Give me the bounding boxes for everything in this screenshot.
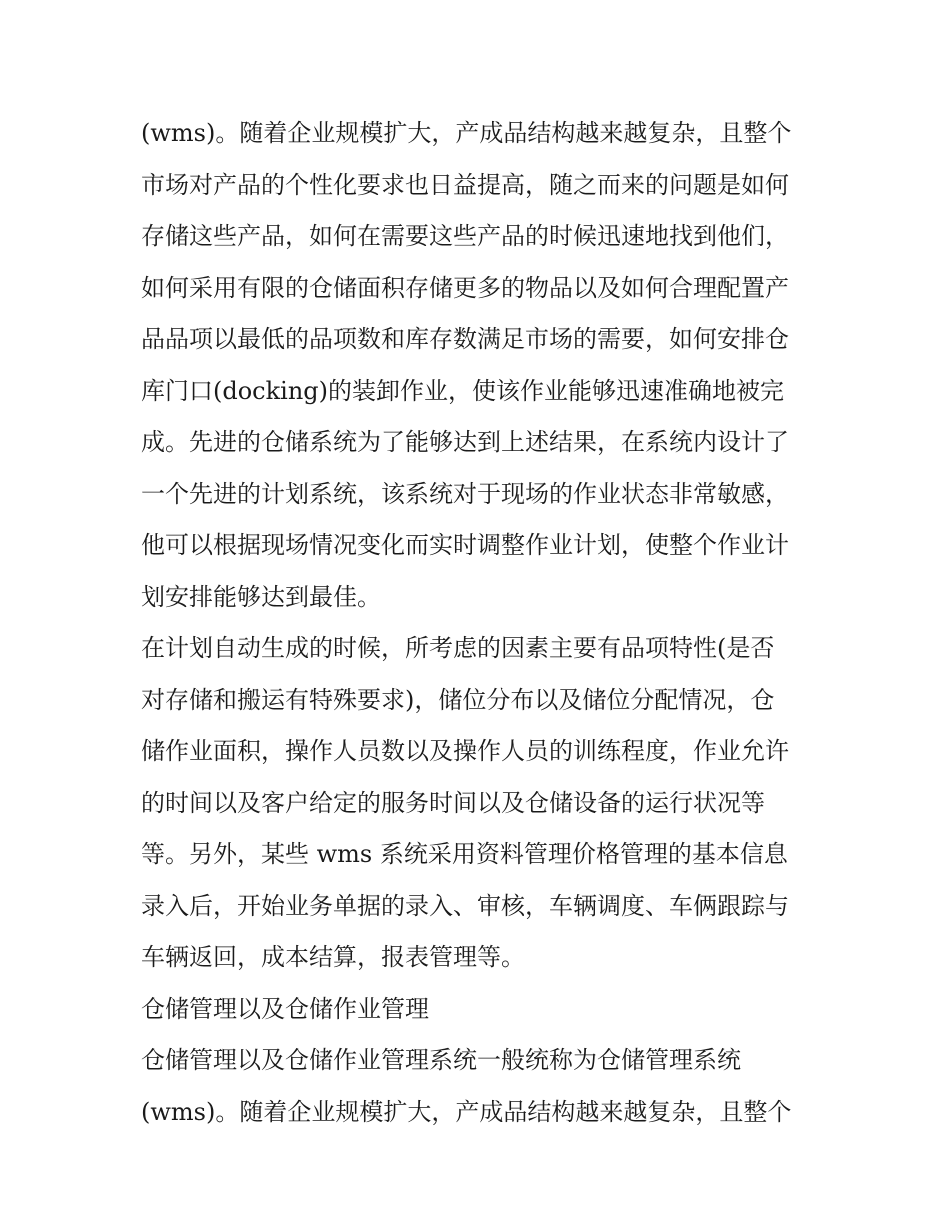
text-line-2: 市场对产品的个性化要求也日益提高，随之而来的问题是如何 [141, 170, 789, 199]
text-line-14: 的时间以及客户给定的服务时间以及仓储设备的运行状况等 [141, 788, 765, 817]
text-line-12: 对存储和搬运有特殊要求)，储位分布以及储位分配情况，仓 [141, 685, 775, 714]
text-line-4: 如何采用有限的仓储面积存储更多的物品以及如何合理配置产 [141, 273, 789, 302]
text-line-7: 成。先进的仓储系统为了能够达到上述结果，在系统内设计了 [141, 428, 789, 456]
text-line-20: (wms)。随着企业规模扩大，产成品结构越来越复杂，且整个 [141, 1097, 792, 1126]
text-line-9: 他可以根据现场情况变化而实时调整作业计划，使整个作业计 [141, 531, 789, 559]
text-line-6: 库门口(docking)的装卸作业，使该作业能够迅速准确地被完 [141, 376, 785, 405]
text-line-13: 储作业面积，操作人员数以及操作人员的训练程度，作业允许 [141, 737, 789, 765]
text-line-3: 存储这些产品，如何在需要这些产品的时候迅速地找到他们， [141, 222, 789, 250]
section-heading: 仓储管理以及仓储作业管理 [141, 994, 429, 1023]
text-line-16: 录入后，开始业务单据的录入、审核，车辆调度、车俩跟踪与 [141, 891, 789, 920]
text-line-1: (wms)。随着企业规模扩大，产成品结构越来越复杂，且整个 [141, 119, 792, 147]
text-line-11: 在计划自动生成的时候，所考虑的因素主要有品项特性(是否 [141, 634, 775, 662]
text-line-10: 划安排能够达到最佳。 [141, 582, 381, 611]
text-line-5: 品品项以最低的品项数和库存数满足市场的需要，如何安排仓 [141, 325, 789, 353]
text-line-8: 一个先进的计划系统，该系统对于现场的作业状态非常敏感， [141, 479, 789, 508]
text-line-17: 车辆返回，成本结算，报表管理等。 [141, 943, 525, 971]
document-body [141, 108, 821, 1138]
text-line-15: 等。另外，某些 wms 系统采用资料管理价格管理的基本信息 [141, 840, 788, 868]
text-line-19: 仓储管理以及仓储作业管理系统一般统称为仓储管理系统 [141, 1046, 741, 1074]
